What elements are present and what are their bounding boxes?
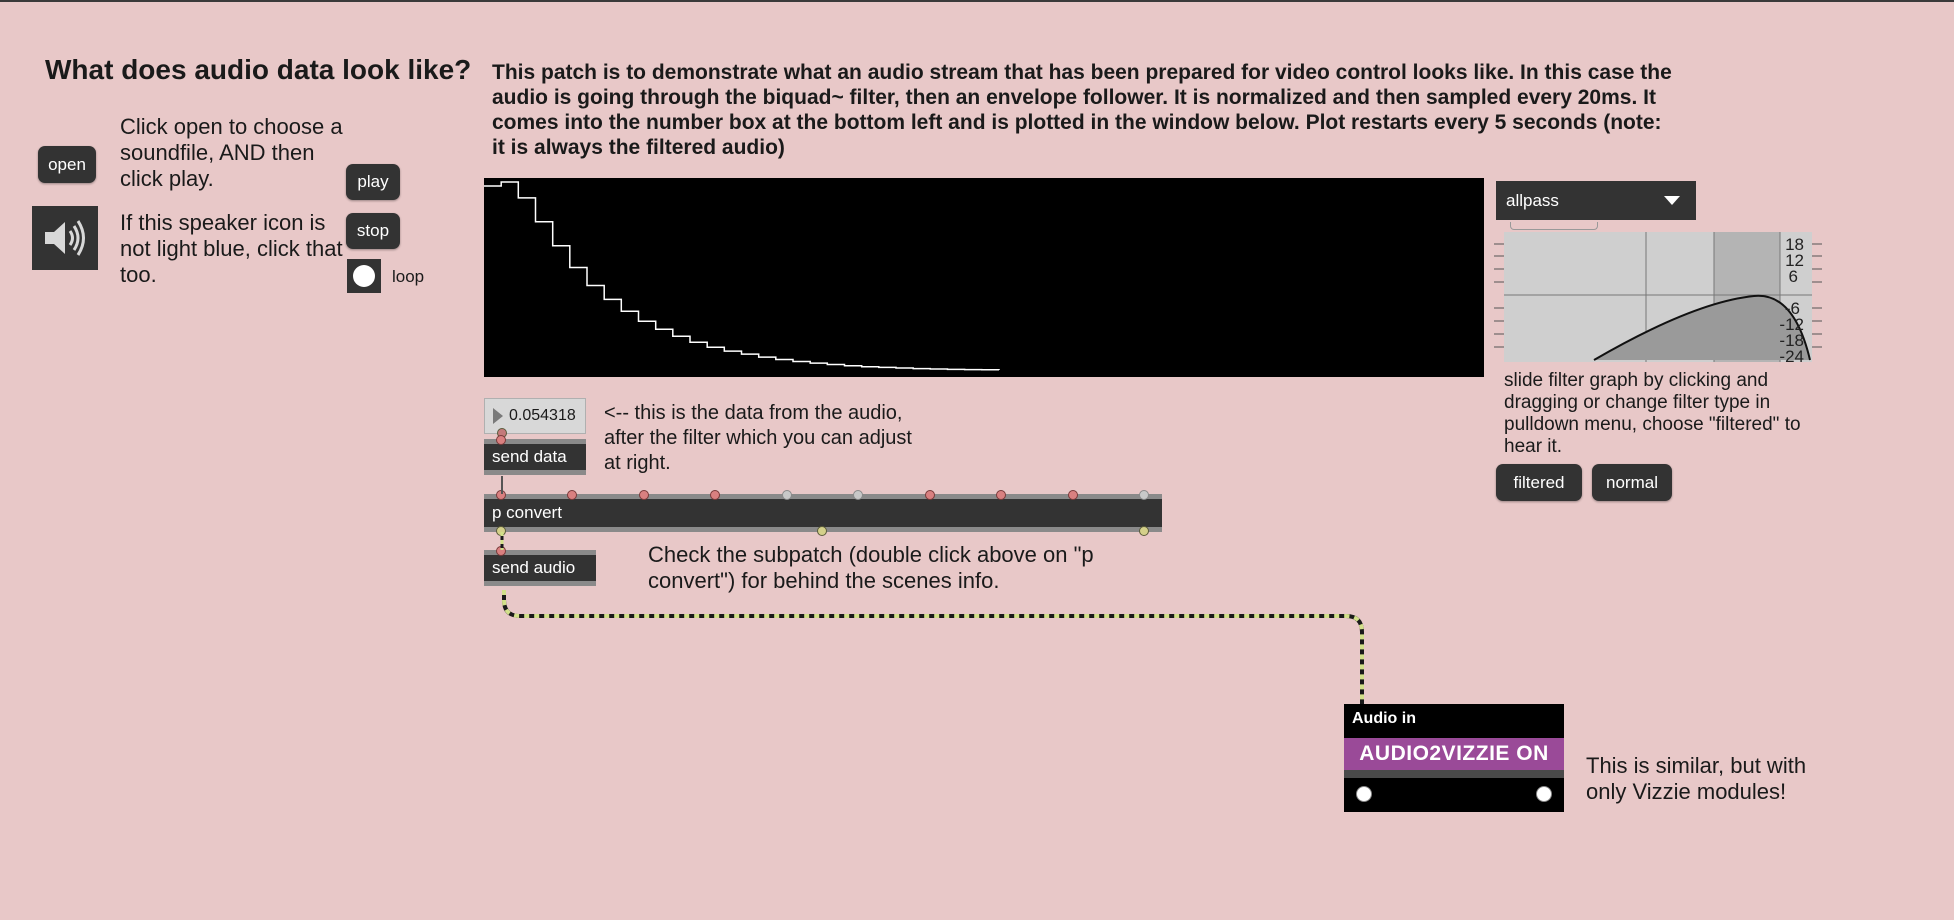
filtered-button[interactable]: filtered	[1496, 464, 1582, 501]
filter-db-label-6: 6	[1788, 267, 1798, 286]
send-data-label: send data	[492, 447, 567, 466]
play-button[interactable]: play	[346, 164, 400, 200]
speaker-instructions: If this speaker icon is not light blue, click that too.	[120, 210, 343, 287]
filter-graph[interactable]	[1494, 232, 1822, 362]
open-button[interactable]: open	[38, 146, 96, 183]
number-box-value: 0.054318	[509, 407, 576, 424]
filter-type-value: allpass	[1506, 190, 1559, 210]
filter-db-label-18: 18	[1785, 235, 1804, 254]
vizzie-name-bar[interactable]: AUDIO2VIZZIE ON	[1344, 738, 1564, 770]
vizzie-divider	[1344, 770, 1564, 778]
patch-description: This patch is to demonstrate what an audio stream that has been prepared for video control looks like. In this case the audio is going through the biquad~ filter, then an envelope follower. It is normalized and then sampled every 20ms. It comes into the number box at the bottom left and is plotted in the window below. Plot restarts every 5 seconds (note: it is always the filtered audio)	[492, 61, 1672, 159]
filter-db-label-minus24: -24	[1779, 347, 1804, 362]
loop-label: loop	[392, 267, 425, 286]
normal-button[interactable]: normal	[1592, 464, 1672, 501]
chevron-down-icon	[1664, 196, 1680, 206]
patch-title: What does audio data look like?	[45, 54, 472, 85]
filter-graph-svg	[1494, 232, 1822, 362]
vizzie-comment: This is similar, but with only Vizzie modules!	[1586, 753, 1807, 804]
filter-db-label-minus12: -12	[1779, 315, 1804, 334]
filter-db-label-minus6: -6	[1784, 299, 1800, 318]
filter-db-label-minus18: -18	[1779, 331, 1804, 350]
vizzie-outlet-right[interactable]	[1536, 786, 1552, 802]
open-instructions: Click open to choose a soundfile, AND then click play.	[120, 114, 343, 191]
subpatch-label: p convert	[492, 503, 562, 522]
number-box-comment: <-- this is the data from the audio, after the filter which you can adjust at right.	[604, 402, 912, 474]
vizzie-header: Audio in	[1352, 710, 1416, 727]
filter-menu-cord	[1510, 222, 1598, 230]
subpatch-comment: Check the subpatch (double click above on "p convert") for behind the scenes info.	[648, 542, 1094, 593]
send-audio-label: send audio	[492, 558, 576, 577]
audio-cord	[504, 590, 1362, 704]
filter-type-menu[interactable]	[1496, 181, 1696, 220]
audio2vizzie-module[interactable]	[1344, 704, 1564, 812]
stop-button[interactable]: stop	[346, 213, 400, 249]
audio-cord-dash	[504, 590, 1362, 704]
filter-instructions: slide filter graph by clicking and dragging or change filter type in pulldown menu, choose "filtered" to hear it.	[1504, 370, 1801, 457]
vizzie-outlet-left[interactable]	[1356, 786, 1372, 802]
filter-db-label-12: 12	[1785, 251, 1804, 270]
